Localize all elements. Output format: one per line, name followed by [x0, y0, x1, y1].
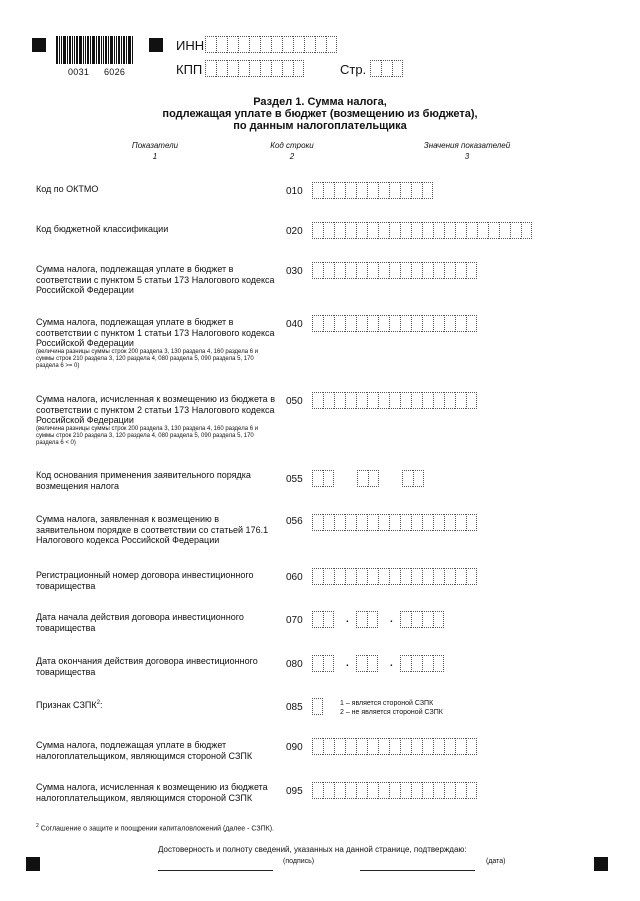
entry-cell[interactable] [323, 262, 334, 279]
barcode-bar [90, 36, 91, 64]
entry-cell[interactable] [345, 315, 356, 332]
entry-cell[interactable] [334, 568, 345, 585]
entry-cell[interactable] [312, 738, 323, 755]
entry-cell[interactable] [356, 655, 367, 672]
entry-cell[interactable] [238, 36, 249, 53]
entry-cell[interactable] [334, 738, 345, 755]
end-date-month-field[interactable] [356, 655, 378, 672]
row-label-050: Сумма налога, исчисленная к возмещению из бюджета в соответствии с пунктом 2 статьи 173 Налогового кодекса Российской Федерации (величина разницы суммы строк 200 раздела 3, 130 раздела 4, 160 раздела 6 и суммы строк 210 раздела 3, 120 раздела 4, 080 раздела 5, 090 раздела 5, 170 раздела 6 < 0) [36, 394, 275, 446]
alignment-marker-top-left [32, 38, 46, 52]
entry-cell[interactable] [389, 568, 400, 585]
row-code-090: 090 [286, 742, 303, 753]
entry-cell[interactable] [345, 182, 356, 199]
entry-cell[interactable] [389, 222, 400, 239]
barcode-bar [56, 36, 58, 64]
entry-cell[interactable] [249, 36, 260, 53]
entry-cell[interactable] [400, 568, 411, 585]
entry-cell[interactable] [271, 60, 282, 77]
barcode-bar [74, 36, 75, 64]
entry-cell[interactable] [422, 611, 433, 628]
entry-cell[interactable] [304, 36, 315, 53]
alignment-marker-bottom-right [594, 857, 608, 871]
entry-cell[interactable] [323, 738, 334, 755]
tax-refund-field[interactable] [312, 392, 477, 409]
row-code-030: 030 [286, 266, 303, 277]
barcode-bar [123, 36, 125, 64]
entry-cell[interactable] [312, 262, 323, 279]
basis-code-field-1[interactable] [312, 470, 334, 487]
entry-cell[interactable] [334, 182, 345, 199]
column-header-indicators: Показатели 1 [131, 141, 179, 161]
entry-cell[interactable] [368, 470, 379, 487]
entry-cell[interactable] [323, 611, 334, 628]
entry-cell[interactable] [378, 315, 389, 332]
barcode-number-left: 0031 [68, 67, 90, 77]
column-header-line-code: Код строки 2 [270, 141, 314, 161]
entry-cell[interactable] [356, 262, 367, 279]
entry-cell[interactable] [367, 568, 378, 585]
entry-cell[interactable] [345, 222, 356, 239]
entry-cell[interactable] [389, 738, 400, 755]
entry-cell[interactable] [411, 738, 422, 755]
entry-cell[interactable] [402, 470, 413, 487]
barcode-bar [85, 36, 86, 64]
entry-cell[interactable] [378, 514, 389, 531]
barcode-bar [114, 36, 115, 64]
entry-cell[interactable] [400, 738, 411, 755]
entry-cell[interactable] [510, 222, 521, 239]
barcode-bar [103, 36, 104, 64]
barcode-bar [69, 36, 71, 64]
entry-cell[interactable] [367, 514, 378, 531]
entry-cell[interactable] [433, 222, 444, 239]
alignment-marker-bottom-left [26, 857, 40, 871]
declared-refund-field[interactable] [312, 514, 477, 531]
entry-cell[interactable] [367, 738, 378, 755]
entry-cell[interactable] [400, 222, 411, 239]
entry-cell[interactable] [433, 655, 444, 672]
footnote [36, 823, 274, 832]
entry-cell[interactable] [411, 315, 422, 332]
entry-cell[interactable] [444, 315, 455, 332]
row-code-080: 080 [286, 659, 303, 670]
entry-cell[interactable] [400, 182, 411, 199]
entry-cell[interactable] [323, 315, 334, 332]
date-line[interactable] [360, 870, 475, 871]
kpp-label: КПП [176, 62, 203, 77]
entry-cell[interactable] [367, 782, 378, 799]
entry-cell[interactable] [455, 392, 466, 409]
entry-cell[interactable] [367, 655, 378, 672]
start-date-month-field[interactable] [356, 611, 378, 628]
entry-cell[interactable] [312, 315, 323, 332]
barcode-bar [61, 36, 62, 64]
row-label-090: Сумма налога, подлежащая уплате в бюджет налогоплательщиком, являющимся стороной СЗПК [36, 740, 253, 761]
entry-cell[interactable] [312, 568, 323, 585]
entry-cell[interactable] [238, 60, 249, 77]
entry-cell[interactable] [389, 514, 400, 531]
entry-cell[interactable] [323, 222, 334, 239]
entry-cell[interactable] [356, 222, 367, 239]
entry-cell[interactable] [260, 60, 271, 77]
entry-cell[interactable] [312, 698, 323, 715]
entry-cell[interactable] [345, 738, 356, 755]
entry-cell[interactable] [293, 60, 304, 77]
entry-cell[interactable] [466, 392, 477, 409]
entry-cell[interactable] [422, 568, 433, 585]
row-code-050: 050 [286, 396, 303, 407]
entry-cell[interactable] [323, 514, 334, 531]
barcode-bar [83, 36, 84, 64]
szpk-options [340, 700, 443, 717]
row-note-040: (величина разницы суммы строк 200 раздела 3, 130 раздела 4, 160 раздела 6 и суммы строк 210 раздела 3, 120 раздела 4, 080 раздела 5, 090 раздела 5, 170 раздела 6 >= 0) [36, 348, 259, 369]
entry-cell[interactable] [370, 60, 381, 77]
entry-cell[interactable] [433, 568, 444, 585]
entry-cell[interactable] [411, 655, 422, 672]
entry-cell[interactable] [455, 222, 466, 239]
entry-cell[interactable] [367, 222, 378, 239]
row-label-020: Код бюджетной классификации [36, 224, 169, 234]
entry-cell[interactable] [466, 262, 477, 279]
entry-cell[interactable] [411, 262, 422, 279]
row-label-055: Код основания применения заявительного порядка возмещения налога [36, 470, 251, 491]
entry-cell[interactable] [312, 655, 323, 672]
entry-cell[interactable] [422, 315, 433, 332]
entry-cell[interactable] [389, 315, 400, 332]
inn-label: ИНН [176, 38, 205, 53]
entry-cell[interactable] [356, 611, 367, 628]
entry-cell[interactable] [455, 514, 466, 531]
barcode-number-right: 6026 [104, 67, 126, 77]
entry-cell[interactable] [312, 392, 323, 409]
szpk-footnote-ref: 2 [96, 700, 100, 706]
entry-cell[interactable] [411, 568, 422, 585]
entry-cell[interactable] [433, 611, 444, 628]
entry-cell[interactable] [422, 262, 433, 279]
entry-cell[interactable] [433, 315, 444, 332]
row-code-020: 020 [286, 226, 303, 237]
alignment-marker-top-right [149, 38, 163, 52]
signature-line[interactable] [158, 870, 273, 871]
entry-cell[interactable] [282, 60, 293, 77]
entry-cell[interactable] [411, 514, 422, 531]
entry-cell[interactable] [367, 611, 378, 628]
basis-code-field-2[interactable] [357, 470, 379, 487]
entry-cell[interactable] [466, 738, 477, 755]
entry-cell[interactable] [400, 392, 411, 409]
entry-cell[interactable] [367, 315, 378, 332]
barcode-bar [101, 36, 102, 64]
entry-cell[interactable] [433, 738, 444, 755]
barcode-bar [126, 36, 127, 64]
barcode-bar [63, 36, 66, 64]
entry-cell[interactable] [345, 568, 356, 585]
barcode [56, 36, 140, 64]
entry-cell[interactable] [323, 182, 334, 199]
section-title-line1: Раздел 1. Сумма налога, [253, 96, 387, 108]
entry-cell[interactable] [381, 60, 392, 77]
page-label: Стр. [340, 62, 367, 77]
entry-cell[interactable] [444, 222, 455, 239]
entry-cell[interactable] [378, 222, 389, 239]
entry-cell[interactable] [466, 568, 477, 585]
entry-cell[interactable] [378, 262, 389, 279]
start-date-year-field[interactable] [400, 611, 444, 628]
entry-cell[interactable] [411, 222, 422, 239]
entry-cell[interactable] [444, 514, 455, 531]
section-title-line3: по данным налогоплательщика [233, 120, 407, 132]
barcode-bar [98, 36, 100, 64]
basis-code-field-3[interactable] [402, 470, 424, 487]
row-label-040: Сумма налога, подлежащая уплате в бюджет в соответствии с пунктом 1 статьи 173 Налогового кодекса Российской Федерации (величина разницы суммы строк 200 раздела 3, 130 раздела 4, 160 раздела 6 и суммы строк 210 раздела 3, 120 раздела 4, 080 раздела 5, 090 раздела 5, 170 раздела 6 >= 0) [36, 317, 275, 369]
footnote-text: Соглашение о защите и поощрении капиталовложений (далее - СЗПК). [40, 825, 274, 833]
entry-cell[interactable] [334, 514, 345, 531]
entry-cell[interactable] [378, 568, 389, 585]
barcode-bar [108, 36, 109, 64]
date-separator: . [390, 658, 393, 669]
szpk-tax-refund-field[interactable] [312, 782, 477, 799]
entry-cell[interactable] [326, 36, 337, 53]
entry-cell[interactable] [334, 222, 345, 239]
entry-cell[interactable] [216, 60, 227, 77]
row-code-056: 056 [286, 516, 303, 527]
entry-cell[interactable] [444, 568, 455, 585]
entry-cell[interactable] [323, 392, 334, 409]
entry-cell[interactable] [400, 782, 411, 799]
entry-cell[interactable] [378, 738, 389, 755]
entry-cell[interactable] [499, 222, 510, 239]
entry-cell[interactable] [345, 514, 356, 531]
entry-cell[interactable] [282, 36, 293, 53]
entry-cell[interactable] [433, 782, 444, 799]
entry-cell[interactable] [422, 655, 433, 672]
row-label-070: Дата начала действия договора инвестиционного товарищества [36, 612, 244, 633]
barcode-bar [132, 36, 133, 64]
signature-caption: (подпись) [283, 858, 315, 865]
entry-cell[interactable] [411, 392, 422, 409]
entry-cell[interactable] [367, 392, 378, 409]
barcode-bar [92, 36, 95, 64]
entry-cell[interactable] [400, 262, 411, 279]
barcode-bar [121, 36, 122, 64]
row-code-055: 055 [286, 474, 303, 485]
entry-cell[interactable] [466, 222, 477, 239]
barcode-bar [110, 36, 113, 64]
entry-cell[interactable] [367, 182, 378, 199]
entry-cell[interactable] [488, 222, 499, 239]
kpp-field[interactable] [205, 60, 304, 77]
entry-cell[interactable] [466, 514, 477, 531]
entry-cell[interactable] [477, 222, 488, 239]
entry-cell[interactable] [466, 315, 477, 332]
szpk-option-2: 2 – не является стороной СЗПК [340, 708, 443, 716]
barcode-bar [116, 36, 117, 64]
entry-cell[interactable] [312, 611, 323, 628]
start-date-day-field[interactable] [312, 611, 334, 628]
entry-cell[interactable] [411, 782, 422, 799]
row-label-010: Код по ОКТМО [36, 184, 99, 194]
row-note-050: (величина разницы суммы строк 200 раздела 3, 130 раздела 4, 160 раздела 6 и суммы строк 210 раздела 3, 120 раздела 4, 080 раздела 5, 090 раздела 5, 170 раздела 6 < 0) [36, 425, 259, 446]
entry-cell[interactable] [400, 611, 411, 628]
entry-cell[interactable] [444, 738, 455, 755]
end-date-day-field[interactable] [312, 655, 334, 672]
entry-cell[interactable] [422, 514, 433, 531]
entry-cell[interactable] [411, 611, 422, 628]
confirmation-text: Достоверность и полноту сведений, указанных на данной странице, подтверждаю: [158, 845, 467, 854]
entry-cell[interactable] [356, 315, 367, 332]
entry-cell[interactable] [411, 182, 422, 199]
date-separator: . [390, 614, 393, 625]
entry-cell[interactable] [455, 738, 466, 755]
szpk-option-1: 1 – является стороной СЗПК [340, 700, 434, 707]
szpk-tax-payable-field[interactable] [312, 738, 477, 755]
row-code-085: 085 [286, 702, 303, 713]
entry-cell[interactable] [433, 392, 444, 409]
entry-cell[interactable] [356, 738, 367, 755]
entry-cell[interactable] [400, 655, 411, 672]
entry-cell[interactable] [205, 36, 216, 53]
entry-cell[interactable] [455, 782, 466, 799]
barcode-bar [79, 36, 82, 64]
barcode-bar [76, 36, 78, 64]
row-code-095: 095 [286, 786, 303, 797]
contract-number-field[interactable] [312, 568, 477, 585]
entry-cell[interactable] [345, 262, 356, 279]
entry-cell[interactable] [334, 782, 345, 799]
tax-payable-p1-field[interactable] [312, 315, 477, 332]
row-label-095: Сумма налога, исчисленная к возмещению из бюджета налогоплательщиком, являющимся стороной СЗПК [36, 782, 268, 803]
section-title [0, 96, 640, 132]
barcode-bar [72, 36, 73, 64]
entry-cell[interactable] [413, 470, 424, 487]
entry-cell[interactable] [389, 782, 400, 799]
barcode-bar [128, 36, 131, 64]
entry-cell[interactable] [422, 782, 433, 799]
entry-cell[interactable] [356, 514, 367, 531]
entry-cell[interactable] [323, 470, 334, 487]
section-title-line2: подлежащая уплате в бюджет (возмещению из бюджета), [162, 108, 478, 120]
row-label-085: Признак СЗПК$^2$: [36, 700, 103, 710]
entry-cell[interactable] [323, 655, 334, 672]
entry-cell[interactable] [444, 392, 455, 409]
entry-cell[interactable] [356, 182, 367, 199]
oktmo-field[interactable] [312, 182, 433, 199]
row-code-010: 010 [286, 186, 303, 197]
entry-cell[interactable] [312, 782, 323, 799]
row-label-030: Сумма налога, подлежащая уплате в бюджет в соответствии с пунктом 5 статьи 173 Налогового кодекса Российской Федерации [36, 264, 275, 295]
entry-cell[interactable] [521, 222, 532, 239]
row-code-040: 040 [286, 319, 303, 330]
entry-cell[interactable] [312, 470, 323, 487]
entry-cell[interactable] [293, 36, 304, 53]
column-header-values: Значения показателей 3 [423, 141, 511, 161]
entry-cell[interactable] [433, 262, 444, 279]
entry-cell[interactable] [422, 738, 433, 755]
entry-cell[interactable] [378, 782, 389, 799]
entry-cell[interactable] [216, 36, 227, 53]
entry-cell[interactable] [249, 60, 260, 77]
row-code-070: 070 [286, 615, 303, 626]
row-label-060: Регистрационный номер договора инвестиционного товарищества [36, 570, 254, 591]
entry-cell[interactable] [312, 514, 323, 531]
entry-cell[interactable] [356, 392, 367, 409]
entry-cell[interactable] [392, 60, 403, 77]
entry-cell[interactable] [389, 392, 400, 409]
entry-cell[interactable] [367, 262, 378, 279]
entry-cell[interactable] [356, 568, 367, 585]
kbk-field[interactable] [312, 222, 532, 239]
entry-cell[interactable] [433, 514, 444, 531]
tax-payable-p5-field[interactable] [312, 262, 477, 279]
date-separator: . [346, 614, 349, 625]
entry-cell[interactable] [323, 568, 334, 585]
entry-cell[interactable] [455, 315, 466, 332]
barcode-bar [96, 36, 97, 64]
entry-cell[interactable] [389, 182, 400, 199]
entry-cell[interactable] [422, 182, 433, 199]
szpk-flag-field[interactable] [312, 698, 323, 715]
entry-cell[interactable] [455, 262, 466, 279]
page-number-field[interactable] [370, 60, 403, 77]
entry-cell[interactable] [400, 315, 411, 332]
entry-cell[interactable] [334, 262, 345, 279]
date-separator: . [346, 658, 349, 669]
entry-cell[interactable] [444, 782, 455, 799]
entry-cell[interactable] [227, 60, 238, 77]
footnote-number: 2 [36, 823, 39, 829]
end-date-year-field[interactable] [400, 655, 444, 672]
entry-cell[interactable] [356, 782, 367, 799]
entry-cell[interactable] [422, 392, 433, 409]
entry-cell[interactable] [389, 262, 400, 279]
entry-cell[interactable] [357, 470, 368, 487]
entry-cell[interactable] [455, 568, 466, 585]
entry-cell[interactable] [315, 36, 326, 53]
barcode-bar [118, 36, 120, 64]
barcode-bar [87, 36, 89, 64]
entry-cell[interactable] [323, 782, 334, 799]
entry-cell[interactable] [205, 60, 216, 77]
date-caption: (дата) [486, 858, 506, 865]
entry-cell[interactable] [334, 392, 345, 409]
entry-cell[interactable] [227, 36, 238, 53]
entry-cell[interactable] [466, 782, 477, 799]
entry-cell[interactable] [378, 182, 389, 199]
entry-cell[interactable] [345, 782, 356, 799]
barcode-bar [59, 36, 60, 64]
barcode-bar [105, 36, 107, 64]
entry-cell[interactable] [345, 392, 356, 409]
entry-cell[interactable] [444, 262, 455, 279]
row-code-060: 060 [286, 572, 303, 583]
entry-cell[interactable] [422, 222, 433, 239]
inn-field[interactable] [205, 36, 337, 53]
row-label-080: Дата окончания действия договора инвестиционного товарищества [36, 656, 258, 677]
entry-cell[interactable] [312, 222, 323, 239]
barcode-bar [67, 36, 68, 64]
entry-cell[interactable] [400, 514, 411, 531]
entry-cell[interactable] [260, 36, 271, 53]
row-label-056: Сумма налога, заявленная к возмещению в заявительном порядке в соответствии со статьей 176.1 Налогового кодекса Российской Федерации [36, 514, 269, 545]
entry-cell[interactable] [312, 182, 323, 199]
entry-cell[interactable] [334, 315, 345, 332]
entry-cell[interactable] [271, 36, 282, 53]
entry-cell[interactable] [378, 392, 389, 409]
